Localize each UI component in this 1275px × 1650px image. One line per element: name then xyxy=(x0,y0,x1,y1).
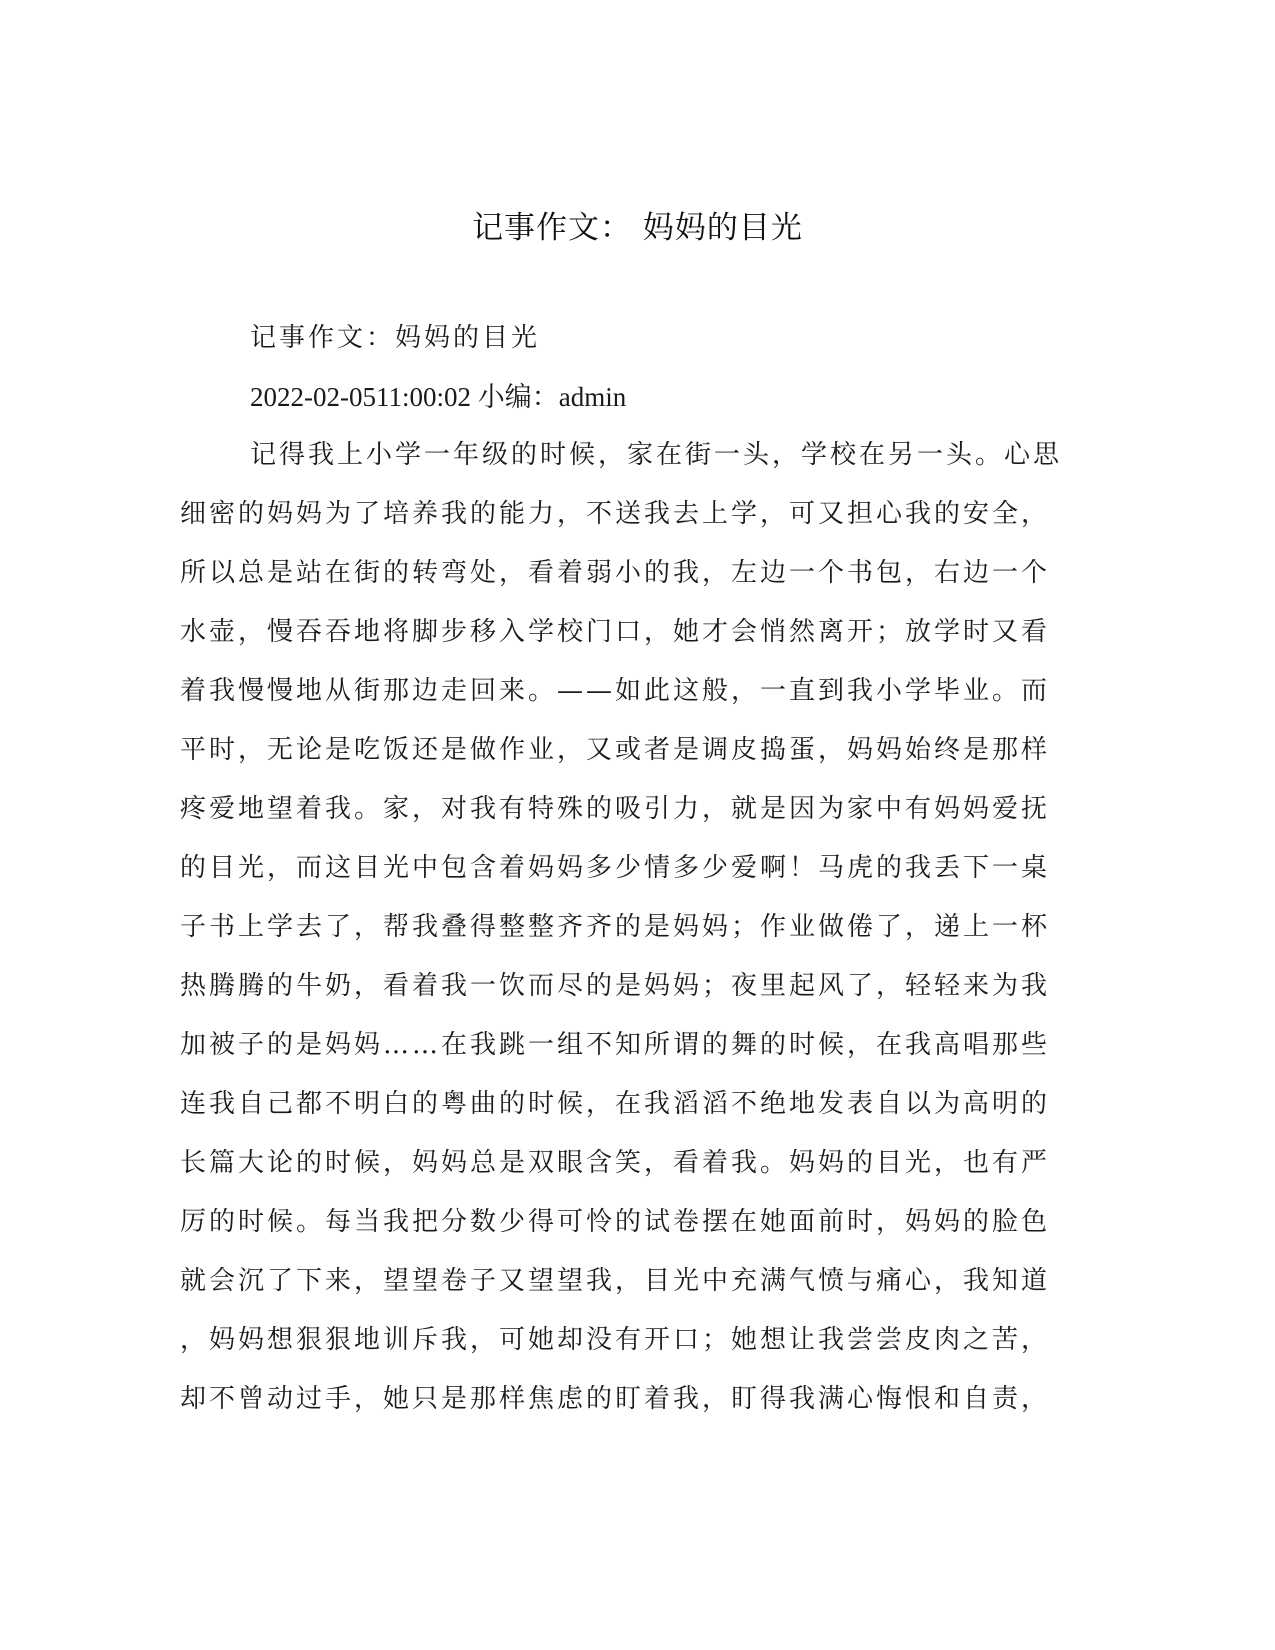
body-line: 的目光，而这目光中包含着妈妈多少情多少爱啊！马虎的我丢下一桌 xyxy=(180,853,1051,883)
body-line: 疼爱地望着我。家，对我有特殊的吸引力，就是因为家中有妈妈爱抚 xyxy=(180,794,1051,824)
body-line: 却不曾动过手，她只是那样焦虑的盯着我，盯得我满心悔恨和自责， xyxy=(180,1384,1051,1414)
body-line: 所以总是站在街的转弯处，看着弱小的我，左边一个书包，右边一个 xyxy=(180,558,1051,588)
body-line: 厉的时候。每当我把分数少得可怜的试卷摆在她面前时，妈妈的脸色 xyxy=(180,1207,1051,1237)
body-line: 平时，无论是吃饭还是做作业，又或者是调皮捣蛋，妈妈始终是那样 xyxy=(180,735,1051,765)
document-title: 记事作文： 妈妈的目光 xyxy=(472,210,803,246)
body-line: 子书上学去了，帮我叠得整整齐齐的是妈妈；作业做倦了，递上一杯 xyxy=(180,912,1051,942)
body-line: 长篇大论的时候，妈妈总是双眼含笑，看着我。妈妈的目光，也有严 xyxy=(180,1148,1051,1178)
body-line: 着我慢慢地从街那边走回来。——如此这般，一直到我小学毕业。而 xyxy=(180,676,1051,706)
body-line: 连我自己都不明白的粤曲的时候，在我滔滔不绝地发表自以为高明的 xyxy=(180,1089,1051,1119)
body-line: 加被子的是妈妈……在我跳一组不知所谓的舞的时候，在我高唱那些 xyxy=(180,1030,1051,1060)
body-line: 水壶，慢吞吞地将脚步移入学校门口，她才会悄然离开；放学时又看 xyxy=(180,617,1051,647)
body-line: 热腾腾的牛奶，看着我一饮而尽的是妈妈；夜里起风了，轻轻来为我 xyxy=(180,971,1051,1001)
body-line: 记得我上小学一年级的时候，家在街一头，学校在另一头。心思 xyxy=(250,440,1063,470)
document-meta: 2022-02-0511:00:02 小编：admin xyxy=(250,382,627,412)
document-subtitle: 记事作文：妈妈的目光 xyxy=(250,323,541,353)
body-line: 就会沉了下来，望望卷子又望望我，目光中充满气愤与痛心，我知道 xyxy=(180,1266,1051,1296)
body-line: ，妈妈想狠狠地训斥我，可她却没有开口；她想让我尝尝皮肉之苦， xyxy=(180,1325,1051,1355)
body-line: 细密的妈妈为了培养我的能力，不送我去上学，可又担心我的安全， xyxy=(180,499,1051,529)
